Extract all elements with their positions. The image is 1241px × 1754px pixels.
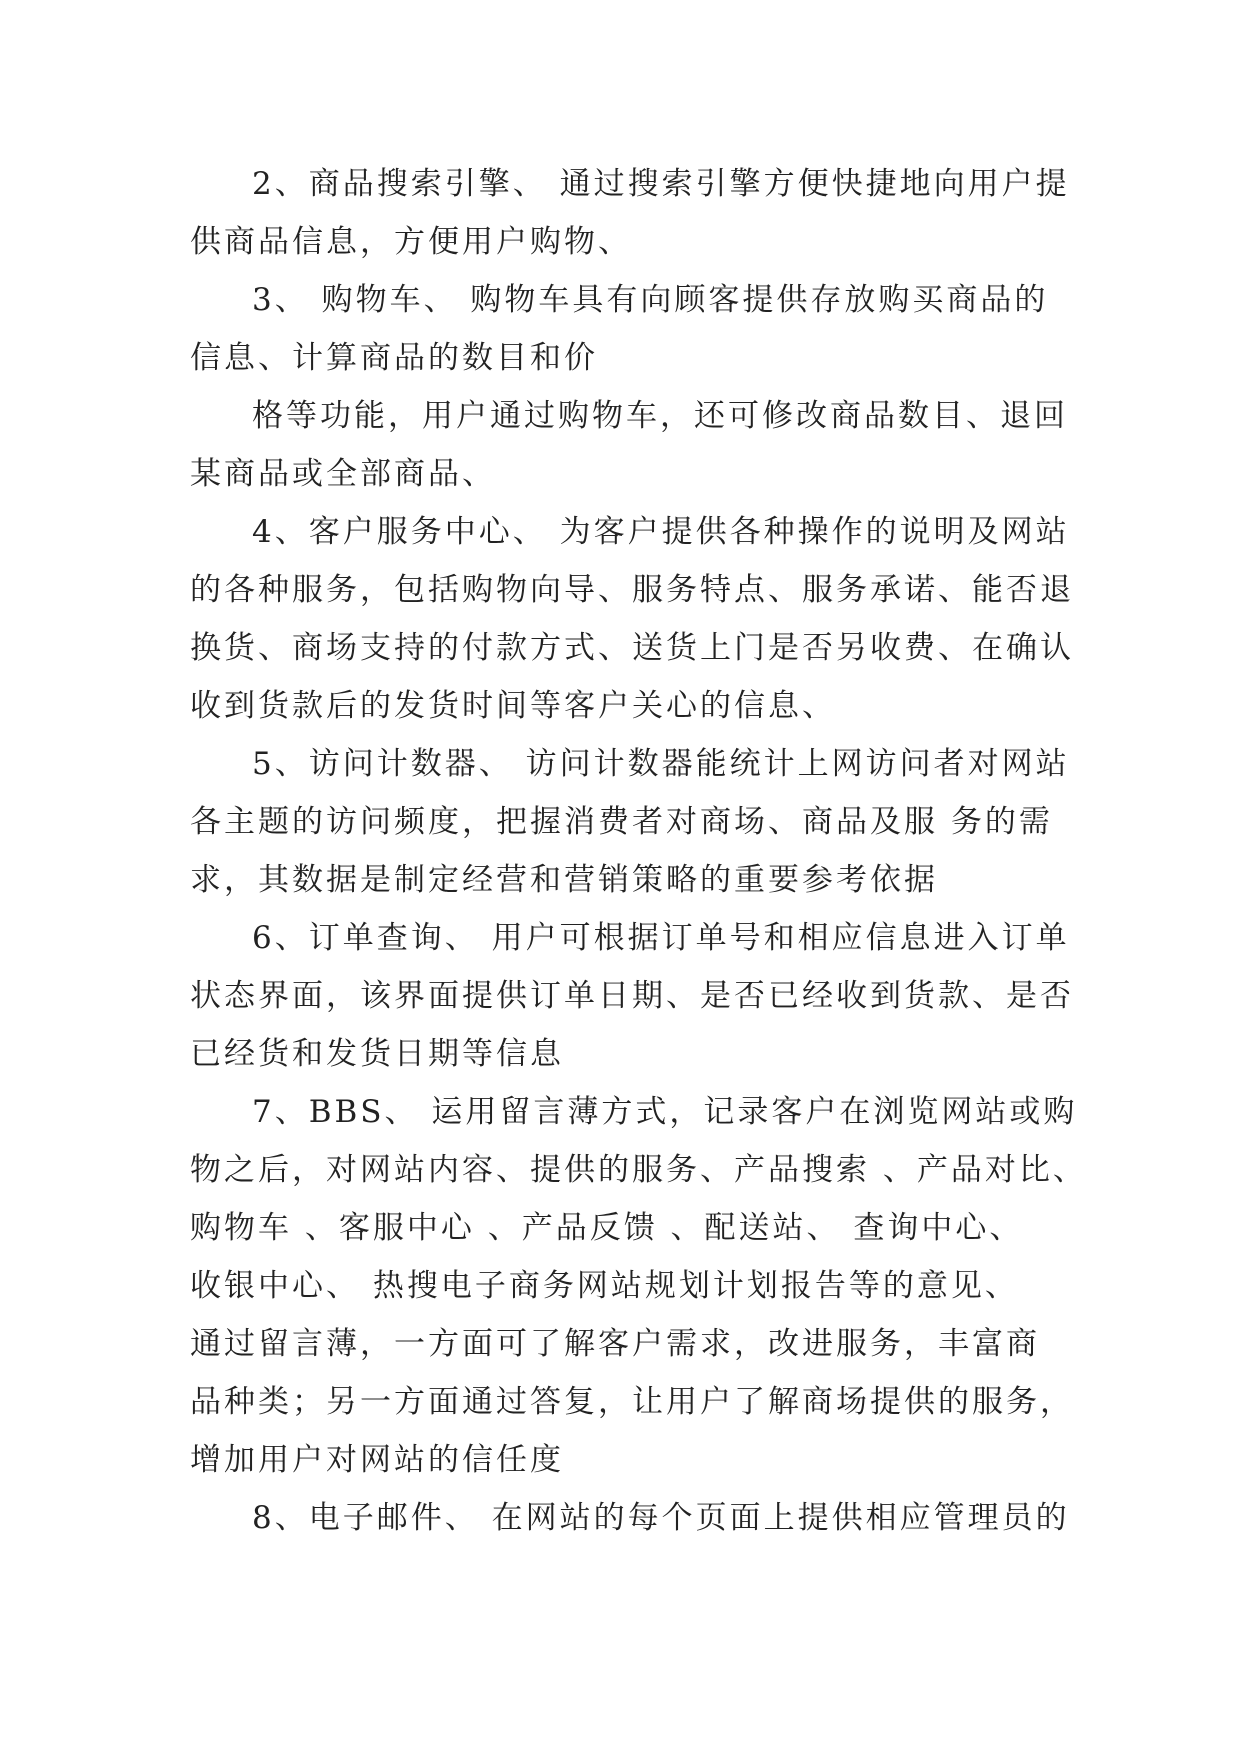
text-line-6: 某商品或全部商品、 [190, 456, 496, 492]
text-line-11: 5、访问计数器、 访问计数器能统计上网访问者对网站 [252, 746, 1070, 782]
text-line-15: 状态界面，该界面提供订单日期、是否已经收到货款、是否 [190, 978, 1074, 1014]
text-line-12: 各主题的访问频度，把握消费者对商场、商品及服 务的需 [190, 804, 1053, 840]
text-line-13: 求，其数据是制定经营和营销策略的重要参考依据 [190, 862, 938, 898]
text-line-16: 已经货和发货日期等信息 [190, 1036, 564, 1072]
text-line-14: 6、订单查询、 用户可根据订单号和相应信息进入订单 [252, 920, 1070, 956]
document-body [190, 155, 1087, 1547]
text-line-20: 收银中心、 热搜电子商务网站规划计划报告等的意见、 [190, 1268, 1019, 1304]
text-line-7: 4、客户服务中心、 为客户提供各种操作的说明及网站 [252, 514, 1070, 550]
text-line-24: 8、电子邮件、 在网站的每个页面上提供相应管理员的 [252, 1500, 1070, 1536]
text-line-5: 格等功能，用户通过购物车，还可修改商品数目、退回 [252, 398, 1068, 434]
text-line-18: 物之后，对网站内容、提供的服务、产品搜索 、产品对比、 [190, 1152, 1087, 1188]
text-line-1: 2、商品搜索引擎、 通过搜索引擎方便快捷地向用户提 [252, 166, 1070, 202]
text-line-4: 信息、计算商品的数目和价 [190, 340, 598, 376]
text-line-19: 购物车 、客服中心 、产品反馈 、配送站、 查询中心、 [190, 1210, 1024, 1246]
text-line-8: 的各种服务，包括购物向导、服务特点、服务承诺、能否退 [190, 572, 1074, 608]
text-line-3: 3、 购物车、 购物车具有向顾客提供存放购买商品的 [252, 282, 1049, 318]
text-line-21: 通过留言薄，一方面可了解客户需求，改进服务，丰富商 [190, 1326, 1040, 1362]
text-line-10: 收到货款后的发货时间等客户关心的信息、 [190, 688, 836, 724]
text-line-23: 增加用户对网站的信任度 [190, 1442, 564, 1478]
text-line-17: 7、BBS、 运用留言薄方式，记录客户在浏览网站或购 [252, 1094, 1078, 1130]
text-line-2: 供商品信息，方便用户购物、 [190, 224, 632, 260]
text-line-9: 换货、商场支持的付款方式、送货上门是否另收费、在确认 [190, 630, 1074, 666]
text-line-22: 品种类；另一方面通过答复，让用户了解商场提供的服务， [190, 1384, 1074, 1420]
